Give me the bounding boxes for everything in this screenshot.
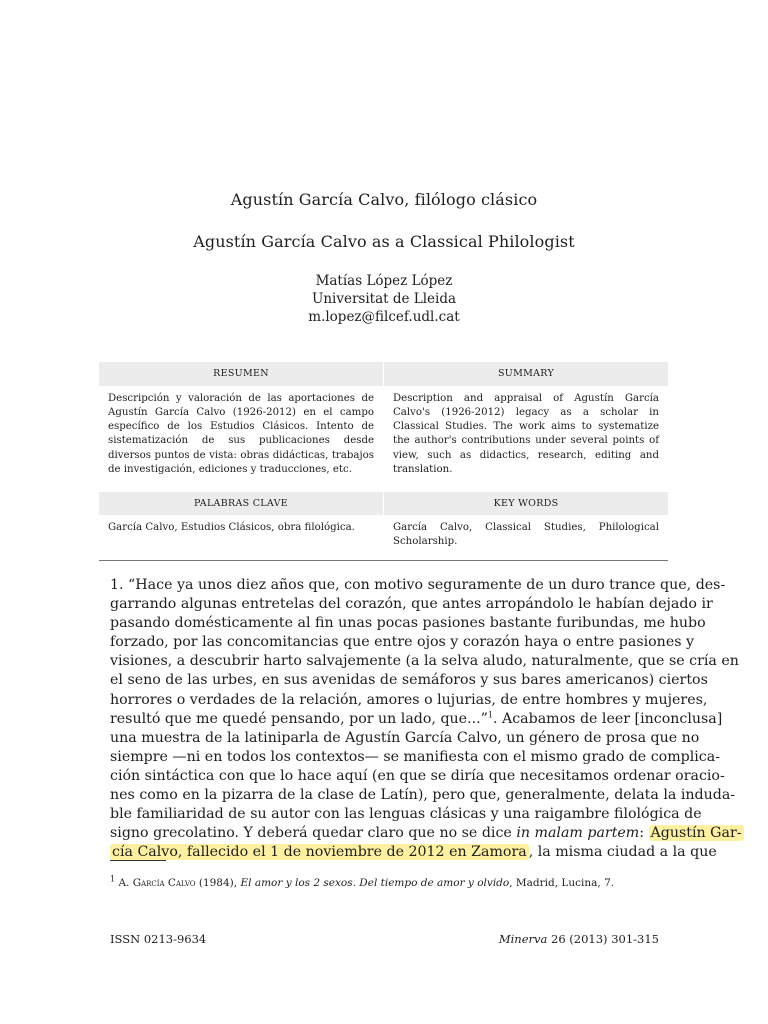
key-words-text: García Calvo, Classical Studies, Philological Scholarship.: [393, 522, 659, 548]
author-email[interactable]: m.lopez@filcef.udl.cat: [308, 309, 460, 325]
highlighted-text[interactable]: Agustín Gar-: [650, 825, 742, 842]
body-line: siempre —ni en todos los contextos— se manifiesta con el mismo grado de complica-: [110, 748, 721, 765]
body-paragraph: [110, 576, 742, 862]
footnote-author: A. García Calvo: [118, 877, 196, 889]
body-line: forzado, por las concomitancias que entre ojos y corazón haya o entre pasiones y: [110, 634, 695, 651]
footnote-separator: [110, 860, 166, 861]
author-name: Matías López López: [315, 273, 453, 289]
author-block: [0, 272, 768, 326]
summary-text: Description and appraisal of Agustín García Calvo's (1926-2012) legacy as a scholar in Classical Studies. The work aims to systematize the author's contributions under several points of view, such as didactics, research, editing and translation.: [393, 392, 659, 475]
footnote-year: (1984),: [195, 877, 241, 889]
body-line: el seno de las urbes, en sus avenidas de semáforos y sus bares americanos) ciertos: [110, 672, 708, 689]
volume-pages: 26 (2013) 301-315: [547, 932, 659, 946]
page-footer: [110, 932, 659, 946]
journal-citation: [499, 932, 659, 946]
journal-name: Minerva: [498, 932, 548, 946]
body-line-text: signo grecolatino. Y deberá quedar claro que no se dice: [110, 825, 517, 842]
body-line-with-highlight: [110, 824, 742, 843]
abstract-header-row: [99, 362, 668, 386]
table-bottom-rule: [99, 560, 668, 561]
body-line: ble familiaridad de su autor con las lenguas clásicas y una raigambre filológica de: [110, 806, 702, 823]
body-line-text: resultó que me quedé pensando, por un lado, que...”: [110, 710, 488, 727]
body-line: 1. “Hace ya unos diez años que, con motivo seguramente de un duro trance que, des-: [110, 577, 726, 593]
keywords-header-row: [99, 492, 668, 516]
body-line: horrores o verdades de la relación, amores o lujurias, de entre hombres y mujeres,: [110, 691, 708, 708]
body-line-with-footnote: [110, 709, 723, 729]
resumen-text: Descripción y valoración de las aportaciones de Agustín García Calvo (1926-2012) en el campo específico de los Estudios Clásicos. Intento de sistematización de sus publicaciones desde diversos puntos de vista: obras didácticas, trabajos de investigación, ediciones y traducciones, etc.: [108, 392, 374, 475]
colon: :: [639, 825, 649, 842]
body-line: garrando algunas entretelas del corazón, que antes arropándolo le habían dejado ir: [110, 596, 713, 613]
body-line: pasando domésticamente al fin unas pocas pasiones bastante furibundas, me hubo: [110, 615, 706, 632]
body-line: nes como en la pizarra de la clase de Latín), pero que, generalmente, delata la induda-: [110, 787, 736, 804]
palabras-clave-header: PALABRAS CLAVE: [99, 492, 383, 516]
footnote-rest: , Madrid, Lucina, 7.: [509, 877, 615, 889]
resumen-header: RESUMEN: [99, 362, 383, 386]
footnote-work-title: El amor y los 2 sexos. Del tiempo de amor y olvido: [240, 877, 510, 889]
latin-phrase: in malam partem: [516, 825, 640, 842]
body-line-tail: , la misma ciudad a la que: [528, 844, 717, 861]
keywords-body-row: [99, 515, 668, 560]
author-affiliation: Universitat de Lleida: [311, 291, 457, 307]
article-title-english: Agustín García Calvo as a Classical Philologist: [193, 232, 575, 251]
footnote-reference[interactable]: 1: [487, 709, 493, 719]
body-line: ción sintáctica con que lo hace aquí (en que se diría que necesitamos ordenar oracio-: [110, 767, 725, 784]
body-line-tail: . Acabamos de leer [inconclusa]: [492, 710, 723, 727]
issn: ISSN 0213-9634: [110, 932, 207, 946]
article-title-spanish: Agustín García Calvo, filólogo clásico: [230, 190, 538, 209]
palabras-clave-text: García Calvo, Estudios Clásicos, obra filológica.: [108, 522, 355, 533]
footnote: [110, 876, 670, 890]
highlighted-text[interactable]: cía Calvo, fallecido el 1 de noviembre de 2012 en Zamora: [112, 844, 527, 861]
abstract-body-row: [99, 386, 668, 492]
body-line: visiones, a descubrir harto salvajemente (a la selva aludo, naturalmente, que se cría en: [110, 653, 739, 670]
abstract-table: [99, 362, 668, 561]
summary-header: SUMMARY: [384, 362, 668, 386]
body-line: una muestra de la latiniparla de Agustín García Calvo, un género de prosa que no: [110, 729, 700, 746]
body-line-highlighted: [110, 843, 717, 862]
footnote-marker: 1: [110, 874, 116, 884]
key-words-header: KEY WORDS: [384, 492, 668, 516]
